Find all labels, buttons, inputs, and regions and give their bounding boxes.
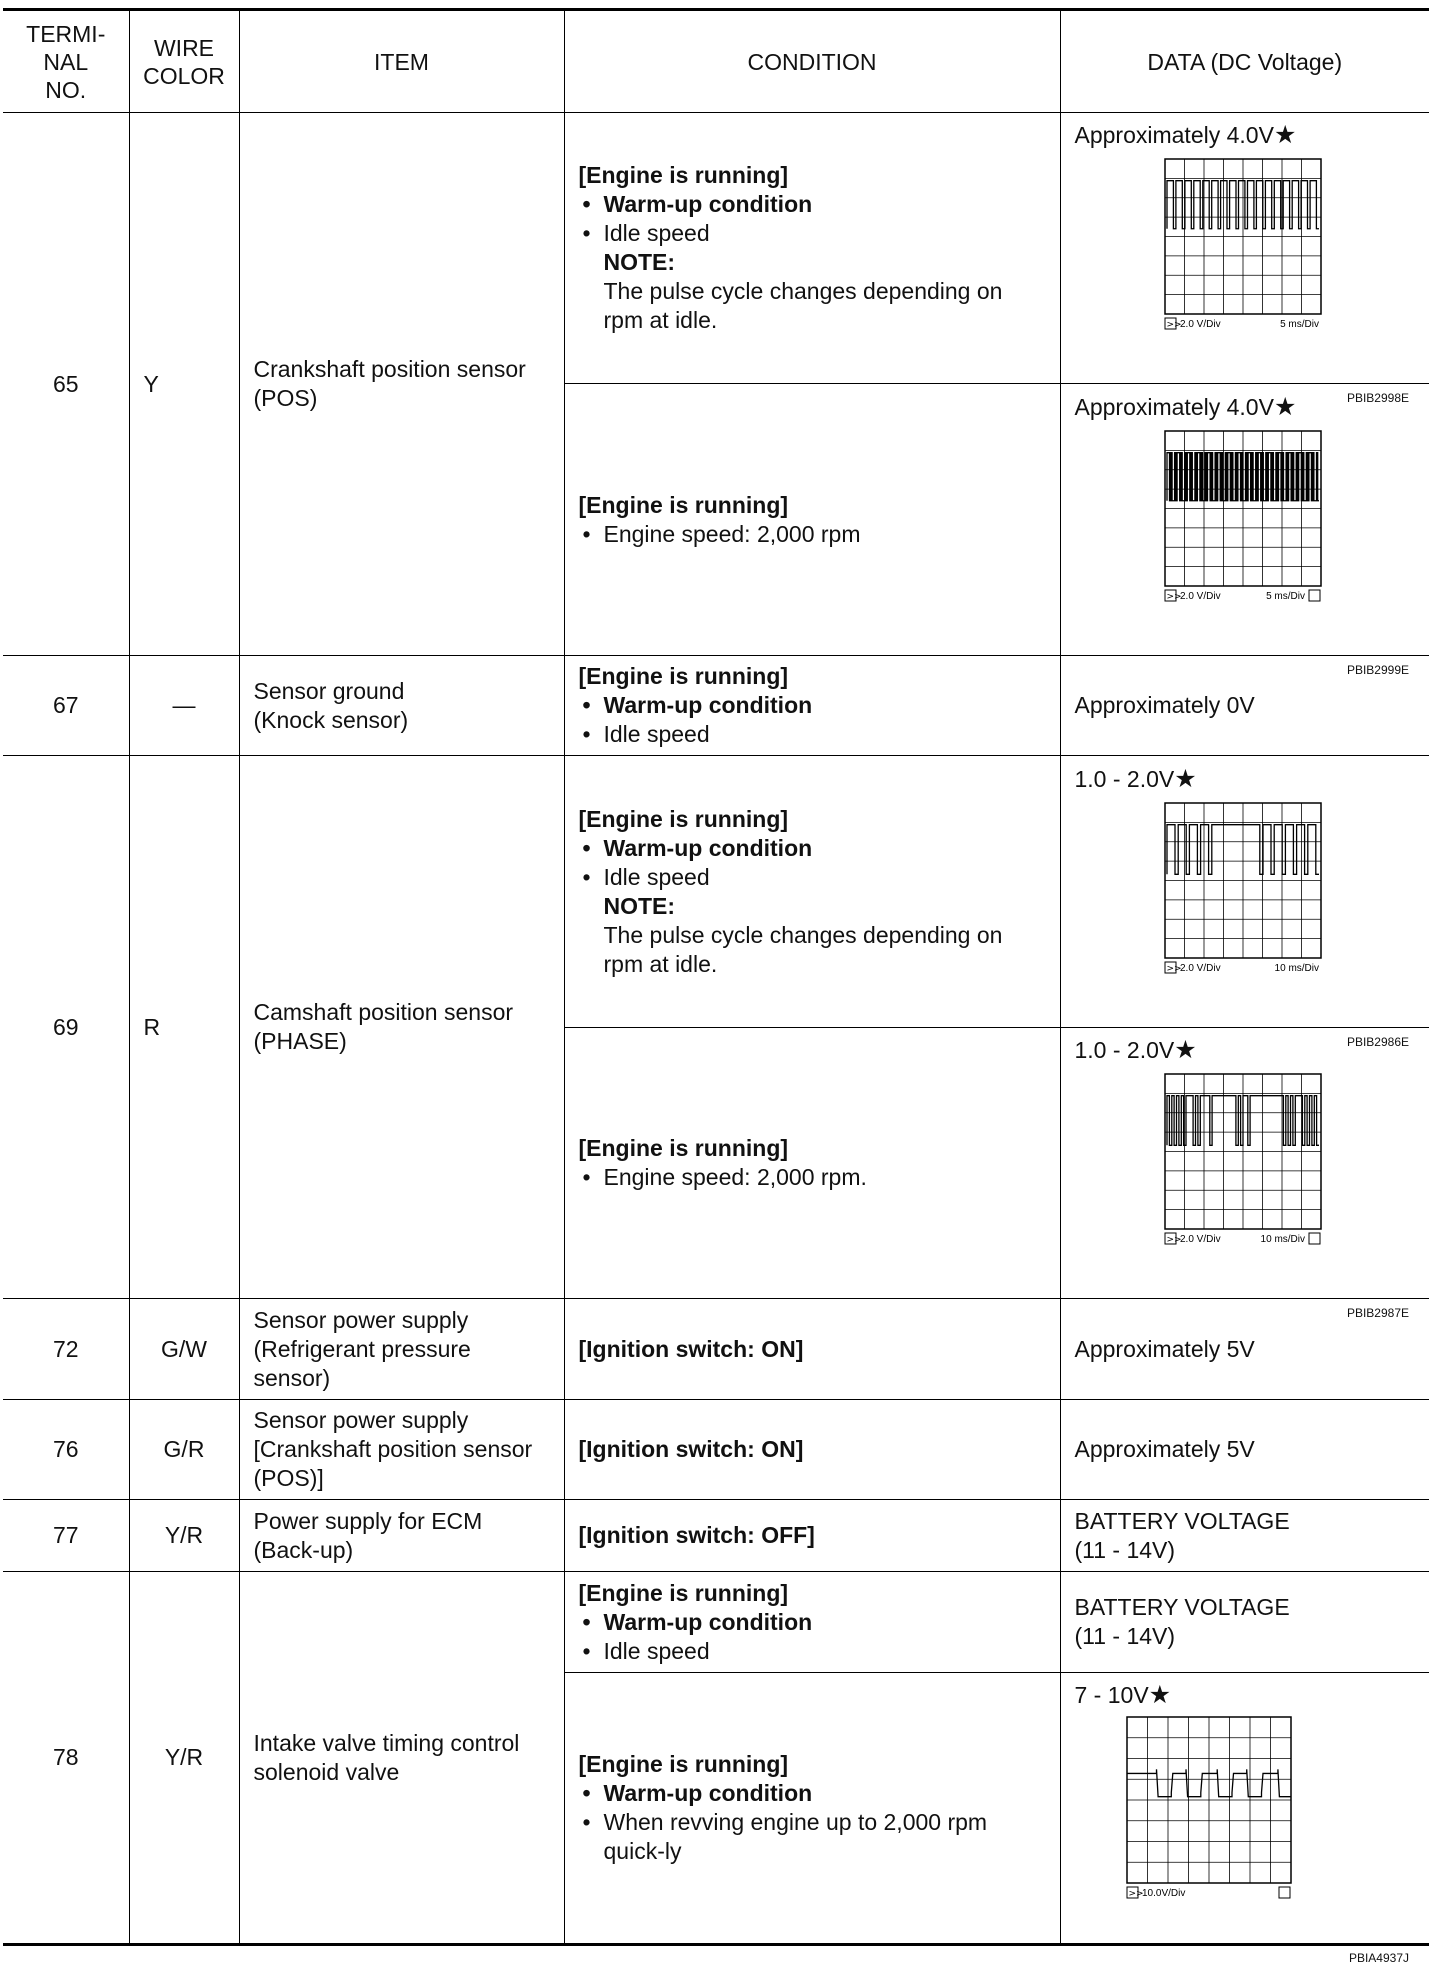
condition-heading: [Engine is running] (578, 1579, 789, 1606)
terminal-number: 78 (3, 1572, 129, 1945)
data-cell (1060, 756, 1429, 1049)
condition-heading: [Engine is running] (578, 1751, 789, 1777)
wire-color: Y/R (129, 1572, 239, 1945)
figure-code: PBIB2986E (1346, 1034, 1409, 1049)
table-row (3, 1572, 1429, 1673)
ecm-terminal-table (3, 8, 1429, 1965)
oscilloscope-svg (1163, 801, 1323, 976)
condition-cell (564, 1673, 1060, 1945)
header-terminal-no: TERMI- NAL NO. (3, 10, 129, 113)
condition-cell: [Ignition switch: ON] (564, 1400, 1060, 1500)
data-cell: Approximately 0V (1060, 656, 1429, 756)
oscilloscope-waveform (1163, 801, 1323, 976)
scope-trigger-box (1309, 1233, 1320, 1244)
scope-grid (1165, 159, 1321, 314)
item-description: Sensor power supply [Crankshaft position sensor (POS)] (239, 1400, 564, 1500)
scope-volts-per-div: 2.0 V/Div (1179, 962, 1221, 974)
oscilloscope-waveform (1163, 1072, 1323, 1247)
scope-volts-per-div: 2.0 V/Div (1179, 319, 1221, 330)
note-heading: NOTE: (603, 892, 676, 919)
scope-time-per-div: 5 ms/Div (1265, 590, 1305, 602)
scope-arrow-icon: >> (1166, 320, 1182, 330)
star-icon: ★ (1174, 1036, 1197, 1064)
oscilloscope-svg (1163, 157, 1323, 332)
condition-cell (564, 1028, 1060, 1299)
header-condition: CONDITION (564, 10, 1060, 113)
voltage-value: 1.0 - 2.0V (1074, 1037, 1175, 1063)
condition-bullet: • Warm-up condition (579, 190, 1046, 219)
data-cell: Approximately 5V (1060, 1299, 1429, 1400)
table-row (3, 756, 1429, 1028)
note-text: The pulse cycle changes depending on rpm at idle. (603, 921, 1003, 977)
wire-color: — (129, 656, 239, 756)
wire-color: Y/R (129, 1500, 239, 1572)
scope-arrow-icon: >> (1166, 1235, 1182, 1245)
data-cell: Approximately 5V (1060, 1400, 1429, 1500)
header-data: DATA (DC Voltage) (1060, 10, 1429, 113)
data-cell: BATTERY VOLTAGE (11 - 14V) (1060, 1500, 1429, 1572)
condition-cell (564, 1572, 1060, 1673)
voltage-value: Approximately 4.0V (1074, 122, 1274, 148)
star-icon: ★ (1174, 764, 1197, 793)
scope-grid (1165, 803, 1321, 958)
condition-bullet: • Idle speed (579, 219, 1046, 248)
data-cell (1060, 113, 1429, 405)
terminal-number: 76 (3, 1400, 129, 1500)
header-wire-color: WIRE COLOR (129, 10, 239, 113)
data-cell (1060, 384, 1429, 677)
waveform-trace (1167, 452, 1319, 500)
condition-cell (564, 384, 1060, 656)
condition-heading: [Engine is running] (578, 805, 789, 832)
terminal-number: 72 (3, 1299, 129, 1400)
item-description: Intake valve timing control solenoid valve (239, 1572, 564, 1945)
oscilloscope-svg (1163, 429, 1323, 604)
oscilloscope-waveform (1163, 157, 1323, 332)
condition-bullet: • Engine speed: 2,000 rpm (579, 520, 1046, 549)
terminal-number: 67 (3, 656, 129, 756)
scope-volts-per-div: 2.0 V/Div (1179, 590, 1221, 602)
condition-cell (564, 756, 1060, 1028)
scope-time-per-div: 5 ms/Div (1279, 319, 1319, 330)
oscilloscope-waveform (1125, 1715, 1293, 1901)
header-row (3, 10, 1429, 113)
terminal-number: 65 (3, 113, 129, 656)
wire-color: R (129, 756, 239, 1299)
condition-heading: [Engine is running] (578, 162, 789, 188)
table-row (3, 656, 1429, 756)
condition-heading: [Engine is running] (578, 491, 789, 518)
scope-time-per-div: 10 ms/Div (1260, 1234, 1305, 1245)
oscilloscope-svg (1125, 1715, 1293, 1901)
oscilloscope-svg (1163, 1072, 1323, 1247)
oscilloscope-waveform (1163, 429, 1323, 604)
voltage-value: 7 - 10V (1074, 1682, 1149, 1708)
scope-arrow-icon: >> (1166, 591, 1182, 602)
scope-volts-per-div: 10.0V/Div (1141, 1888, 1185, 1899)
terminal-number: 69 (3, 756, 129, 1299)
table-row (3, 1299, 1429, 1400)
condition-bullet: • Idle speed (579, 1637, 1046, 1666)
table-row (3, 113, 1429, 384)
data-cell (1060, 1028, 1429, 1320)
terminal-number: 77 (3, 1500, 129, 1572)
note-text: The pulse cycle changes depending on rpm at idle. (603, 278, 1003, 333)
condition-cell: [Ignition switch: OFF] (564, 1500, 1060, 1572)
condition-cell (564, 113, 1060, 384)
figure-code: PBIA4937J (1348, 1951, 1409, 1965)
wire-color: G/W (129, 1299, 239, 1400)
table-row (3, 1400, 1429, 1500)
header-item: ITEM (239, 10, 564, 113)
scope-trigger-box (1309, 590, 1320, 601)
condition-bullet: • Warm-up condition (579, 834, 1046, 863)
scope-volts-per-div: 2.0 V/Div (1179, 1234, 1221, 1245)
scope-time-per-div: 10 ms/Div (1274, 962, 1319, 974)
condition-bullet: • Idle speed (579, 720, 1046, 749)
condition-bullet: • Warm-up condition (579, 691, 1046, 720)
condition-cell: [Ignition switch: ON] (564, 1299, 1060, 1400)
figure-code: PBIB2987E (1346, 1306, 1409, 1320)
scope-arrow-icon: >> (1166, 963, 1182, 974)
star-icon: ★ (1273, 392, 1297, 421)
star-icon: ★ (1148, 1681, 1172, 1709)
scope-grid (1127, 1717, 1291, 1883)
condition-bullet: • Warm-up condition (579, 1779, 1046, 1808)
condition-bullet: • Idle speed (579, 863, 1046, 892)
figure-code: PBIB2998E (1346, 391, 1409, 405)
figure-code: PBIB2999E (1346, 662, 1409, 677)
item-description: Sensor power supply (Refrigerant pressure sensor) (239, 1299, 564, 1400)
wire-color: G/R (129, 1400, 239, 1500)
item-description: Power supply for ECM (Back-up) (239, 1500, 564, 1572)
table-row (3, 1500, 1429, 1572)
item-description: Camshaft position sensor (PHASE) (239, 756, 564, 1299)
condition-bullet: • When revving engine up to 2,000 rpm quick-ly (579, 1808, 1046, 1866)
condition-heading: [Engine is running] (578, 1135, 789, 1161)
item-description: Crankshaft position sensor (POS) (239, 113, 564, 656)
data-cell (1060, 1673, 1429, 1965)
scope-trigger-box (1279, 1887, 1290, 1898)
condition-bullet: • Warm-up condition (579, 1608, 1046, 1637)
item-description: Sensor ground (Knock sensor) (239, 656, 564, 756)
data-cell: BATTERY VOLTAGE (11 - 14V) (1060, 1572, 1429, 1673)
voltage-value: 1.0 - 2.0V (1074, 765, 1175, 792)
star-icon: ★ (1273, 121, 1297, 149)
voltage-value: Approximately 4.0V (1074, 393, 1274, 420)
wire-color: Y (129, 113, 239, 656)
note-heading: NOTE: (603, 249, 676, 275)
condition-cell (564, 656, 1060, 756)
condition-bullet: • Engine speed: 2,000 rpm. (579, 1163, 1046, 1192)
condition-heading: [Engine is running] (578, 663, 789, 689)
scope-arrow-icon: >> (1128, 1889, 1144, 1899)
